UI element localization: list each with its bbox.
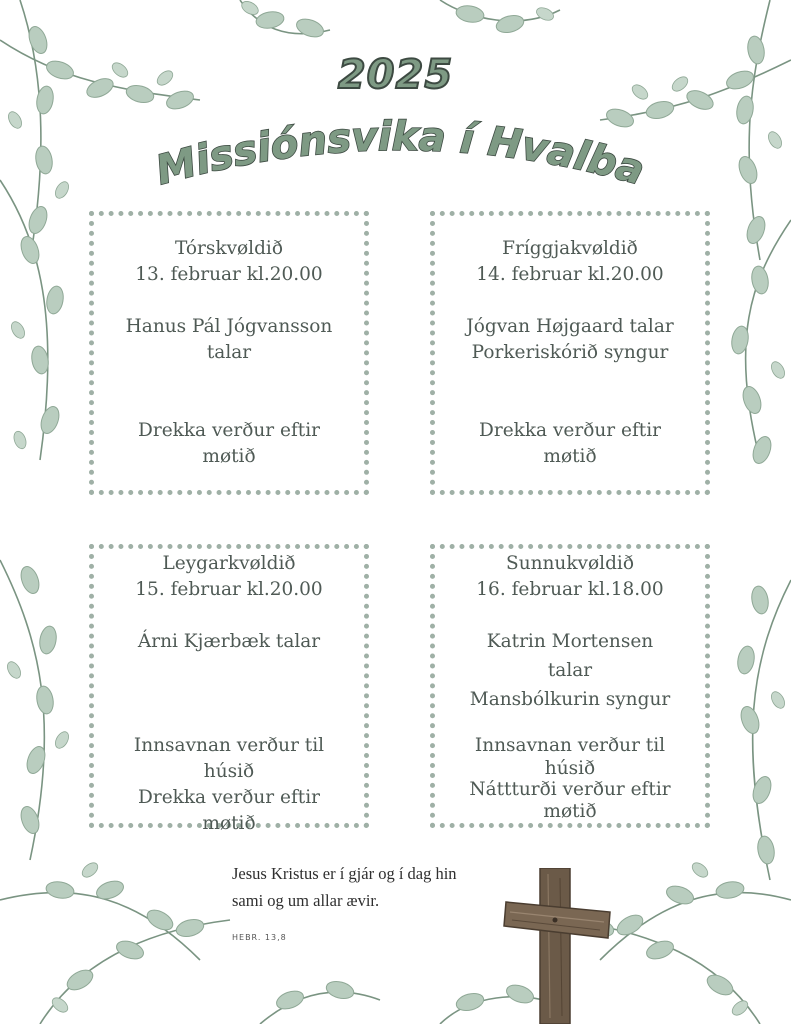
event-note-end: møtið <box>202 813 256 834</box>
event-collection-end: húsið <box>203 761 255 782</box>
event-date: 15. februar kl.20.00 <box>135 579 323 600</box>
bible-verse <box>232 860 532 914</box>
title-arc <box>150 110 650 200</box>
event-note-end: møtið <box>543 446 597 467</box>
verse-line-1: Jesus Kristus er í gjár og í dag hin <box>232 864 457 883</box>
event-day: Fríggjakvøldið <box>502 238 638 259</box>
event-collection: Innsavnan verður til <box>133 735 325 756</box>
event-collection-end: húsið <box>544 758 596 779</box>
event-speaker-role: talar <box>206 342 252 363</box>
event-collection: Innsavnan verður til <box>474 735 666 756</box>
event-note: Drekka verður eftir <box>479 420 661 441</box>
verse-reference: HEBR. 13,8 <box>232 933 287 942</box>
event-card-saturday <box>89 544 369 834</box>
event-note: Drekka verður eftir <box>138 420 320 441</box>
event-speaker: Katrin Mortensen <box>486 631 654 652</box>
event-date: 16. februar kl.18.00 <box>476 579 664 600</box>
event-card-friday <box>430 211 710 495</box>
verse-line-2: sami og um allar ævir. <box>232 891 380 910</box>
event-day: Tórskvøldið <box>175 238 283 259</box>
event-day: Sunnukvøldið <box>506 553 634 574</box>
title-name: Missiónsvika í Hvalba <box>151 113 650 195</box>
event-speaker-role: talar <box>547 660 593 681</box>
event-card-thursday <box>89 211 369 495</box>
event-day: Leygarkvøldið <box>162 553 296 574</box>
event-note: Drekka verður eftir <box>138 787 320 808</box>
event-date: 14. februar kl.20.00 <box>476 264 664 285</box>
svg-text:Missiónsvika í Hvalba <box>151 114 649 194</box>
event-note-end: møtið <box>202 446 256 467</box>
event-date: 13. februar kl.20.00 <box>135 264 323 285</box>
event-speaker: Jógvan Højgaard talar <box>466 316 674 337</box>
event-speaker: Árni Kjærbæk talar <box>137 631 321 652</box>
event-choir: Mansbólkurin syngur <box>469 689 671 710</box>
event-speaker: Hanus Pál Jógvansson <box>125 316 333 337</box>
title-year: 2025 <box>337 52 454 98</box>
event-card-sunday <box>430 544 710 828</box>
event-choir: Porkeriskórið syngur <box>471 342 669 363</box>
wooden-cross-icon <box>500 868 615 1024</box>
event-note: Náttturði verður eftir <box>469 779 671 800</box>
event-note-end: møtið <box>543 801 597 822</box>
